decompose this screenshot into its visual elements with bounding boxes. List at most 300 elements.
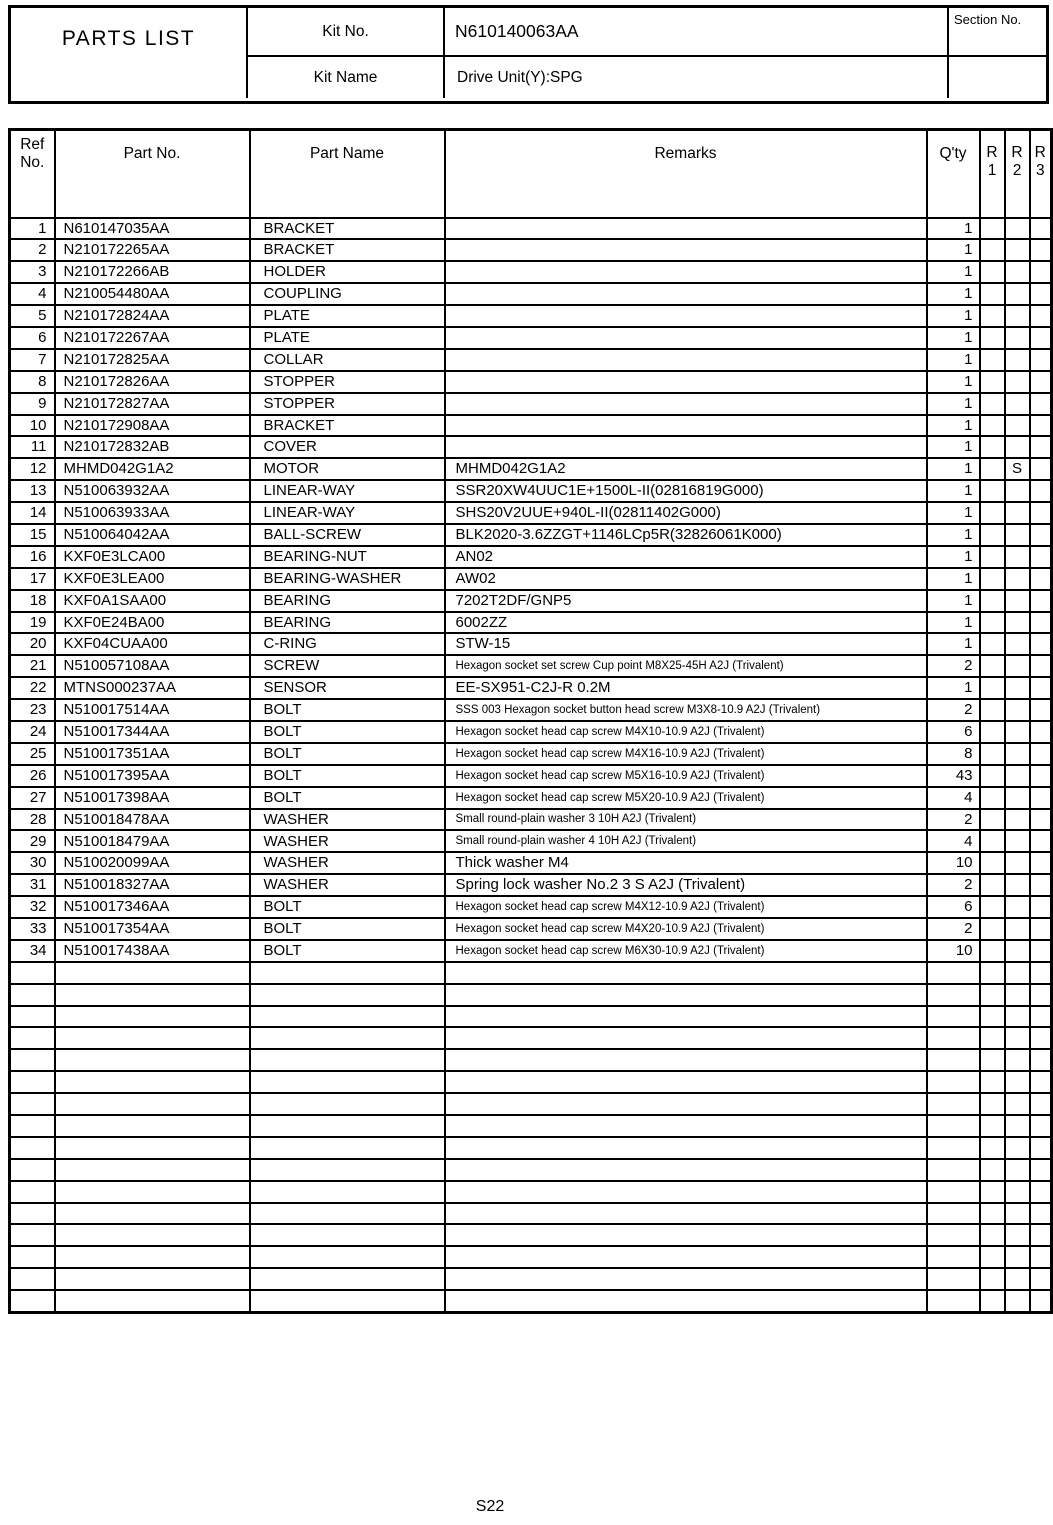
qty-cell	[927, 1006, 980, 1028]
part-name-cell: BRACKET	[250, 415, 445, 437]
table-row	[10, 502, 1052, 524]
remarks-cell: Small round-plain washer 3 10H A2J (Trivalent)	[445, 809, 927, 831]
part-no-cell	[55, 984, 250, 1006]
parts-table-header	[10, 130, 1052, 218]
part-no-cell	[55, 1290, 250, 1312]
qty-cell: 43	[927, 765, 980, 787]
qty-cell	[927, 1290, 980, 1312]
ref-cell	[10, 1006, 55, 1028]
table-row	[10, 852, 1052, 874]
r1-cell	[980, 1203, 1005, 1225]
kit-no-label: Kit No.	[248, 8, 445, 57]
r3-cell	[1030, 349, 1052, 371]
part-no-cell	[55, 1159, 250, 1181]
ref-cell: 3	[10, 261, 55, 283]
r2-cell	[1005, 874, 1030, 896]
r3-cell	[1030, 436, 1052, 458]
r1-cell	[980, 743, 1005, 765]
r3-cell	[1030, 699, 1052, 721]
table-row	[10, 830, 1052, 852]
part-no-cell	[55, 1049, 250, 1071]
r2-cell	[1005, 809, 1030, 831]
ref-cell: 2	[10, 239, 55, 261]
part-no-cell: N510017398AA	[55, 787, 250, 809]
table-row	[10, 940, 1052, 962]
part-no-cell	[55, 1006, 250, 1028]
table-row	[10, 874, 1052, 896]
part-no-cell: N210172265AA	[55, 239, 250, 261]
r3-cell	[1030, 918, 1052, 940]
r1-cell	[980, 436, 1005, 458]
r1-cell	[980, 261, 1005, 283]
r2-cell	[1005, 1071, 1030, 1093]
remarks-cell	[445, 1137, 927, 1159]
ref-cell	[10, 1093, 55, 1115]
qty-cell: 2	[927, 874, 980, 896]
r1-cell	[980, 1290, 1005, 1312]
ref-cell: 30	[10, 852, 55, 874]
empty-row	[10, 1006, 1052, 1028]
r2-cell	[1005, 743, 1030, 765]
part-name-cell	[250, 1268, 445, 1290]
r1-cell	[980, 1115, 1005, 1137]
remarks-cell	[445, 415, 927, 437]
r2-cell	[1005, 415, 1030, 437]
part-name-cell: WASHER	[250, 874, 445, 896]
page-number: S22	[475, 1498, 505, 1515]
empty-row	[10, 984, 1052, 1006]
part-name-cell	[250, 1006, 445, 1028]
part-no-cell	[55, 1181, 250, 1203]
part-name-cell: BOLT	[250, 699, 445, 721]
r2-cell	[1005, 940, 1030, 962]
part-name-cell	[250, 1290, 445, 1312]
part-no-cell: N210172827AA	[55, 393, 250, 415]
remarks-cell: AW02	[445, 568, 927, 590]
r2-cell	[1005, 1224, 1030, 1246]
ref-cell: 18	[10, 590, 55, 612]
remarks-cell	[445, 1181, 927, 1203]
col-header-ref-no	[10, 130, 55, 218]
table-row	[10, 415, 1052, 437]
r3-cell	[1030, 261, 1052, 283]
r3-cell	[1030, 218, 1052, 240]
part-no-cell: N510063933AA	[55, 502, 250, 524]
col-header-r2-line1: R	[1011, 144, 1023, 161]
r2-cell	[1005, 918, 1030, 940]
part-name-cell	[250, 1181, 445, 1203]
part-name-cell: STOPPER	[250, 393, 445, 415]
qty-cell	[927, 1246, 980, 1268]
part-no-cell: N210172832AB	[55, 436, 250, 458]
ref-cell: 13	[10, 480, 55, 502]
part-name-cell	[250, 1071, 445, 1093]
ref-cell	[10, 962, 55, 984]
qty-cell: 1	[927, 633, 980, 655]
r3-cell	[1030, 283, 1052, 305]
remarks-cell: STW-15	[445, 633, 927, 655]
r1-cell	[980, 765, 1005, 787]
part-no-cell: KXF0E3LCA00	[55, 546, 250, 568]
part-name-cell: C-RING	[250, 633, 445, 655]
r1-cell	[980, 458, 1005, 480]
part-name-cell: PLATE	[250, 305, 445, 327]
remarks-cell	[445, 1224, 927, 1246]
part-name-cell: WASHER	[250, 809, 445, 831]
col-header-ref-line2: No.	[20, 154, 45, 172]
part-name-cell: STOPPER	[250, 371, 445, 393]
part-name-cell: BEARING	[250, 590, 445, 612]
remarks-cell	[445, 283, 927, 305]
r2-cell: S	[1005, 458, 1030, 480]
r2-cell	[1005, 218, 1030, 240]
ref-cell	[10, 1246, 55, 1268]
empty-row	[10, 1115, 1052, 1137]
r3-cell	[1030, 1159, 1052, 1181]
part-name-cell	[250, 1027, 445, 1049]
r2-cell	[1005, 984, 1030, 1006]
r3-cell	[1030, 371, 1052, 393]
r1-cell	[980, 830, 1005, 852]
qty-cell: 2	[927, 699, 980, 721]
ref-cell	[10, 1027, 55, 1049]
ref-cell: 20	[10, 633, 55, 655]
r3-cell	[1030, 1181, 1052, 1203]
r1-cell	[980, 1246, 1005, 1268]
part-no-cell	[55, 1246, 250, 1268]
part-no-cell	[55, 1027, 250, 1049]
r2-cell	[1005, 1246, 1030, 1268]
table-row	[10, 239, 1052, 261]
part-name-cell: BOLT	[250, 743, 445, 765]
remarks-cell: Hexagon socket head cap screw M4X20-10.9 A2J (Trivalent)	[445, 918, 927, 940]
part-name-cell	[250, 1224, 445, 1246]
r2-cell	[1005, 655, 1030, 677]
remarks-cell	[445, 984, 927, 1006]
ref-cell: 33	[10, 918, 55, 940]
remarks-cell	[445, 1093, 927, 1115]
r2-cell	[1005, 327, 1030, 349]
qty-cell: 8	[927, 743, 980, 765]
part-name-cell: BOLT	[250, 721, 445, 743]
empty-row	[10, 1246, 1052, 1268]
qty-cell: 1	[927, 371, 980, 393]
empty-row	[10, 1268, 1052, 1290]
r3-cell	[1030, 721, 1052, 743]
part-no-cell: N510017351AA	[55, 743, 250, 765]
part-name-cell: LINEAR-WAY	[250, 502, 445, 524]
ref-cell	[10, 1049, 55, 1071]
ref-cell: 34	[10, 940, 55, 962]
table-row	[10, 590, 1052, 612]
empty-row	[10, 1027, 1052, 1049]
r3-cell	[1030, 962, 1052, 984]
r1-cell	[980, 1181, 1005, 1203]
ref-cell: 32	[10, 896, 55, 918]
r1-cell	[980, 502, 1005, 524]
remarks-cell	[445, 962, 927, 984]
r2-cell	[1005, 1027, 1030, 1049]
part-no-cell	[55, 1115, 250, 1137]
part-no-cell	[55, 1137, 250, 1159]
remarks-cell: Hexagon socket head cap screw M4X12-10.9 A2J (Trivalent)	[445, 896, 927, 918]
ref-cell	[10, 1203, 55, 1225]
qty-cell: 1	[927, 239, 980, 261]
part-name-cell: SENSOR	[250, 677, 445, 699]
empty-row	[10, 1093, 1052, 1115]
r2-cell	[1005, 261, 1030, 283]
part-name-cell: BOLT	[250, 918, 445, 940]
table-row	[10, 261, 1052, 283]
qty-cell	[927, 1181, 980, 1203]
r1-cell	[980, 239, 1005, 261]
r1-cell	[980, 546, 1005, 568]
r3-cell	[1030, 1049, 1052, 1071]
part-name-cell	[250, 1115, 445, 1137]
r2-cell	[1005, 1049, 1030, 1071]
remarks-cell: Hexagon socket head cap screw M5X16-10.9 A2J (Trivalent)	[445, 765, 927, 787]
kit-name-value: Drive Unit(Y):SPG	[445, 57, 949, 98]
remarks-cell: Hexagon socket set screw Cup point M8X25-45H A2J (Trivalent)	[445, 655, 927, 677]
qty-cell: 2	[927, 809, 980, 831]
r2-cell	[1005, 1203, 1030, 1225]
r3-cell	[1030, 1071, 1052, 1093]
part-name-cell: BRACKET	[250, 239, 445, 261]
remarks-cell: SHS20V2UUE+940L-II(02811402G000)	[445, 502, 927, 524]
table-row	[10, 283, 1052, 305]
r3-cell	[1030, 327, 1052, 349]
remarks-cell: 6002ZZ	[445, 612, 927, 634]
col-header-r2-line2: 2	[1012, 162, 1022, 180]
r2-cell	[1005, 830, 1030, 852]
qty-cell: 1	[927, 393, 980, 415]
r3-cell	[1030, 590, 1052, 612]
table-row	[10, 612, 1052, 634]
remarks-cell	[445, 305, 927, 327]
r2-cell	[1005, 1006, 1030, 1028]
ref-cell: 29	[10, 830, 55, 852]
remarks-cell: Thick washer M4	[445, 852, 927, 874]
r2-cell	[1005, 962, 1030, 984]
table-row	[10, 458, 1052, 480]
col-header-r1-line1: R	[986, 144, 998, 161]
ref-cell: 11	[10, 436, 55, 458]
ref-cell: 26	[10, 765, 55, 787]
r1-cell	[980, 633, 1005, 655]
r1-cell	[980, 655, 1005, 677]
remarks-cell	[445, 1006, 927, 1028]
r1-cell	[980, 1093, 1005, 1115]
ref-cell	[10, 1137, 55, 1159]
table-row	[10, 524, 1052, 546]
qty-cell	[927, 984, 980, 1006]
r3-cell	[1030, 546, 1052, 568]
part-no-cell: MHMD042G1A2	[55, 458, 250, 480]
empty-row	[10, 1290, 1052, 1312]
r3-cell	[1030, 1115, 1052, 1137]
part-name-cell	[250, 1246, 445, 1268]
r1-cell	[980, 1071, 1005, 1093]
r1-cell	[980, 568, 1005, 590]
qty-cell	[927, 1071, 980, 1093]
r1-cell	[980, 590, 1005, 612]
remarks-cell: MHMD042G1A2	[445, 458, 927, 480]
section-no-label: Section No.	[949, 8, 1046, 57]
part-name-cell: COLLAR	[250, 349, 445, 371]
qty-cell: 1	[927, 546, 980, 568]
qty-cell: 1	[927, 458, 980, 480]
ref-cell: 22	[10, 677, 55, 699]
r3-cell	[1030, 940, 1052, 962]
empty-row	[10, 1049, 1052, 1071]
part-no-cell: N210172824AA	[55, 305, 250, 327]
r1-cell	[980, 371, 1005, 393]
r2-cell	[1005, 546, 1030, 568]
r2-cell	[1005, 721, 1030, 743]
table-row	[10, 480, 1052, 502]
r2-cell	[1005, 765, 1030, 787]
r2-cell	[1005, 1290, 1030, 1312]
part-no-cell: N210172908AA	[55, 415, 250, 437]
remarks-cell	[445, 1115, 927, 1137]
part-no-cell: KXF0A1SAA00	[55, 590, 250, 612]
r3-cell	[1030, 743, 1052, 765]
r3-cell	[1030, 765, 1052, 787]
r3-cell	[1030, 1224, 1052, 1246]
table-row	[10, 633, 1052, 655]
ref-cell: 17	[10, 568, 55, 590]
table-row	[10, 721, 1052, 743]
part-name-cell	[250, 1159, 445, 1181]
kit-name-label: Kit Name	[248, 57, 445, 98]
qty-cell	[927, 1093, 980, 1115]
ref-cell	[10, 1224, 55, 1246]
col-header-r3-line1: R	[1034, 144, 1046, 161]
kit-header	[8, 5, 1049, 104]
part-name-cell: SCREW	[250, 655, 445, 677]
qty-cell: 1	[927, 305, 980, 327]
r2-cell	[1005, 1093, 1030, 1115]
ref-cell	[10, 1115, 55, 1137]
ref-cell: 12	[10, 458, 55, 480]
part-no-cell: N510020099AA	[55, 852, 250, 874]
r3-cell	[1030, 1203, 1052, 1225]
part-no-cell: N210054480AA	[55, 283, 250, 305]
remarks-cell: Hexagon socket head cap screw M4X16-10.9 A2J (Trivalent)	[445, 743, 927, 765]
r2-cell	[1005, 371, 1030, 393]
part-name-cell: BEARING	[250, 612, 445, 634]
qty-cell: 2	[927, 655, 980, 677]
remarks-cell	[445, 1049, 927, 1071]
r2-cell	[1005, 393, 1030, 415]
r1-cell	[980, 218, 1005, 240]
r1-cell	[980, 1159, 1005, 1181]
part-no-cell: N510017354AA	[55, 918, 250, 940]
r2-cell	[1005, 283, 1030, 305]
ref-cell: 23	[10, 699, 55, 721]
r1-cell	[980, 940, 1005, 962]
r1-cell	[980, 1049, 1005, 1071]
qty-cell	[927, 1115, 980, 1137]
r3-cell	[1030, 1093, 1052, 1115]
part-name-cell: PLATE	[250, 327, 445, 349]
r1-cell	[980, 1268, 1005, 1290]
r2-cell	[1005, 436, 1030, 458]
r1-cell	[980, 349, 1005, 371]
qty-cell: 1	[927, 502, 980, 524]
remarks-cell	[445, 1290, 927, 1312]
part-no-cell	[55, 1224, 250, 1246]
part-name-cell: LINEAR-WAY	[250, 480, 445, 502]
r2-cell	[1005, 699, 1030, 721]
part-no-cell: N510057108AA	[55, 655, 250, 677]
part-name-cell: HOLDER	[250, 261, 445, 283]
table-row	[10, 327, 1052, 349]
empty-row	[10, 1137, 1052, 1159]
qty-cell: 10	[927, 940, 980, 962]
r1-cell	[980, 612, 1005, 634]
r1-cell	[980, 283, 1005, 305]
part-name-cell: WASHER	[250, 852, 445, 874]
r3-cell	[1030, 809, 1052, 831]
remarks-cell	[445, 239, 927, 261]
r1-cell	[980, 721, 1005, 743]
r2-cell	[1005, 1181, 1030, 1203]
qty-cell: 1	[927, 590, 980, 612]
remarks-cell: SSR20XW4UUC1E+1500L-II(02816819G000)	[445, 480, 927, 502]
qty-cell: 1	[927, 349, 980, 371]
r1-cell	[980, 480, 1005, 502]
qty-cell: 4	[927, 787, 980, 809]
r3-cell	[1030, 415, 1052, 437]
remarks-cell	[445, 1159, 927, 1181]
ref-cell: 25	[10, 743, 55, 765]
part-no-cell: N510017514AA	[55, 699, 250, 721]
remarks-cell: SSS 003 Hexagon socket button head screw M3X8-10.9 A2J (Trivalent)	[445, 699, 927, 721]
r1-cell	[980, 524, 1005, 546]
r2-cell	[1005, 590, 1030, 612]
part-name-cell: BOLT	[250, 765, 445, 787]
document-title: PARTS LIST	[11, 8, 248, 98]
part-name-cell: WASHER	[250, 830, 445, 852]
r3-cell	[1030, 984, 1052, 1006]
table-row	[10, 349, 1052, 371]
table-row	[10, 305, 1052, 327]
part-name-cell	[250, 1049, 445, 1071]
part-no-cell: KXF0E3LEA00	[55, 568, 250, 590]
part-name-cell: COUPLING	[250, 283, 445, 305]
r2-cell	[1005, 1159, 1030, 1181]
r1-cell	[980, 1224, 1005, 1246]
remarks-cell: BLK2020-3.6ZZGT+1146LCp5R(32826061K000)	[445, 524, 927, 546]
ref-cell: 9	[10, 393, 55, 415]
ref-cell: 27	[10, 787, 55, 809]
col-header-ref-line1: Ref	[20, 136, 45, 153]
r3-cell	[1030, 1290, 1052, 1312]
part-name-cell: BEARING-NUT	[250, 546, 445, 568]
remarks-cell	[445, 1203, 927, 1225]
part-name-cell: BEARING-WASHER	[250, 568, 445, 590]
r3-cell	[1030, 1137, 1052, 1159]
part-name-cell	[250, 1203, 445, 1225]
part-no-cell: KXF0E24BA00	[55, 612, 250, 634]
remarks-cell: Hexagon socket head cap screw M4X10-10.9 A2J (Trivalent)	[445, 721, 927, 743]
r3-cell	[1030, 830, 1052, 852]
remarks-cell: Small round-plain washer 4 10H A2J (Trivalent)	[445, 830, 927, 852]
r2-cell	[1005, 677, 1030, 699]
qty-cell: 1	[927, 568, 980, 590]
ref-cell: 31	[10, 874, 55, 896]
